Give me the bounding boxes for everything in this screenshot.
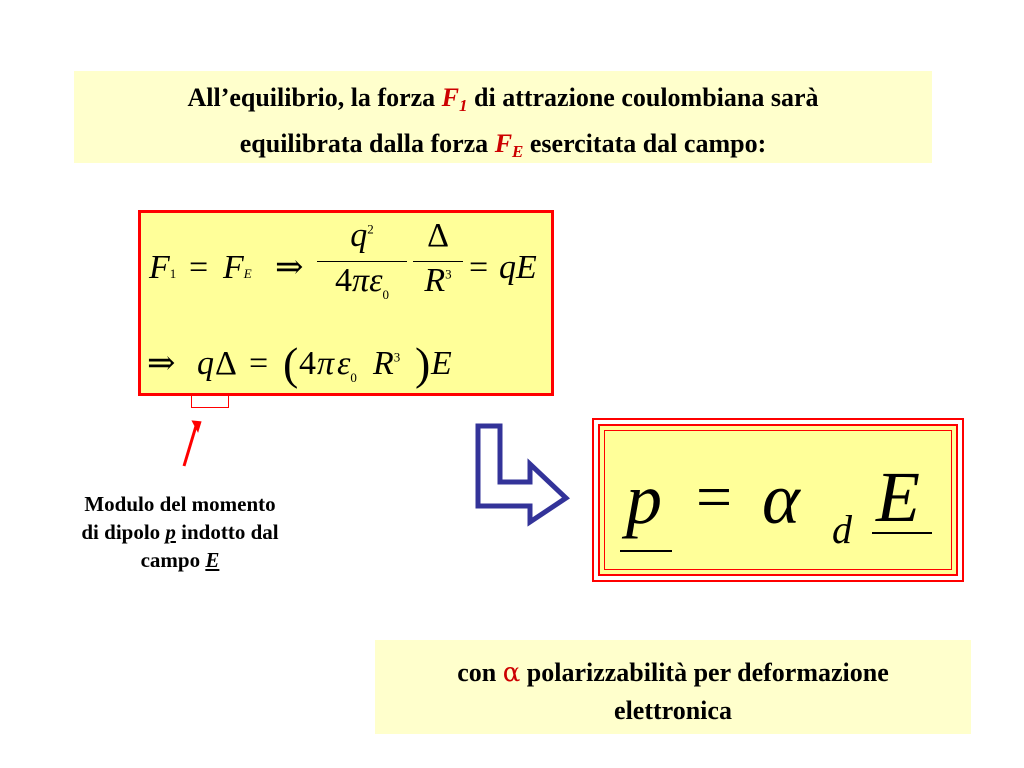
dipole-caption: [40, 490, 320, 574]
alpha-symbol: α: [502, 658, 521, 688]
fraction-delta: Δ $R^3$: [413, 217, 463, 300]
equals-sign: =: [249, 345, 269, 382]
red-pointer-arrow-icon: [170, 412, 210, 472]
equals-sign: =: [696, 461, 733, 532]
implies-arrow: ⇒: [147, 345, 176, 382]
qe-term: qE: [499, 249, 537, 286]
q-term: q: [197, 345, 214, 382]
bent-arrow-icon: [470, 422, 570, 528]
alpha-symbol: α: [762, 459, 800, 539]
caption-line-3: campo E: [140, 548, 220, 572]
bracket-marker: [191, 395, 229, 408]
delta-term: Δ: [215, 345, 237, 382]
e-underline: [872, 532, 932, 534]
p-underlined: p: [165, 520, 176, 544]
e-term: E: [431, 345, 452, 382]
p-underline: [620, 550, 672, 552]
intro-text: equilibrata dalla forza: [239, 129, 495, 158]
four-term: 4: [299, 345, 316, 382]
e-underlined: E: [205, 548, 220, 572]
fraction-coulomb: $q^2$ $4\pi\varepsilon_0$: [317, 217, 407, 303]
caption-line-1: Modulo del momento: [84, 492, 276, 516]
epsilon-term: $\varepsilon_0$: [337, 345, 357, 385]
intro-text-box: [74, 71, 932, 163]
implies-arrow: ⇒: [275, 249, 304, 286]
note-line-1: con α polarizzabilità per deformazione: [457, 658, 889, 688]
polarizability-note: [375, 640, 971, 734]
left-paren: (: [283, 338, 299, 389]
caption-line-2: di dipolo p indotto dal: [81, 520, 279, 544]
fe-term: FE: [223, 249, 252, 286]
equals-sign: =: [189, 249, 209, 286]
f1-term: F1: [149, 249, 177, 286]
p-vector: p: [626, 459, 662, 539]
intro-line-1: [74, 79, 932, 125]
intro-text: esercitata dal campo:: [523, 129, 767, 158]
intro-text: All’equilibrio, la forza: [187, 83, 442, 112]
d-subscript: d: [832, 507, 852, 552]
note-line-2: elettronica: [614, 696, 732, 725]
equals-sign: =: [469, 249, 489, 286]
e-vector: E: [876, 457, 920, 537]
force-fe-symbol: $F_E$: [494, 129, 524, 161]
intro-line-2: [74, 125, 932, 171]
right-paren: ): [415, 338, 431, 389]
pi-term: π: [317, 345, 335, 382]
intro-text: di attrazione coulombiana sarà: [467, 83, 819, 112]
force-f1-symbol: $F_1$: [441, 83, 468, 115]
r-term: $R^3$: [373, 345, 401, 382]
result-formula-box: [598, 424, 958, 576]
equation-box: [138, 210, 554, 396]
